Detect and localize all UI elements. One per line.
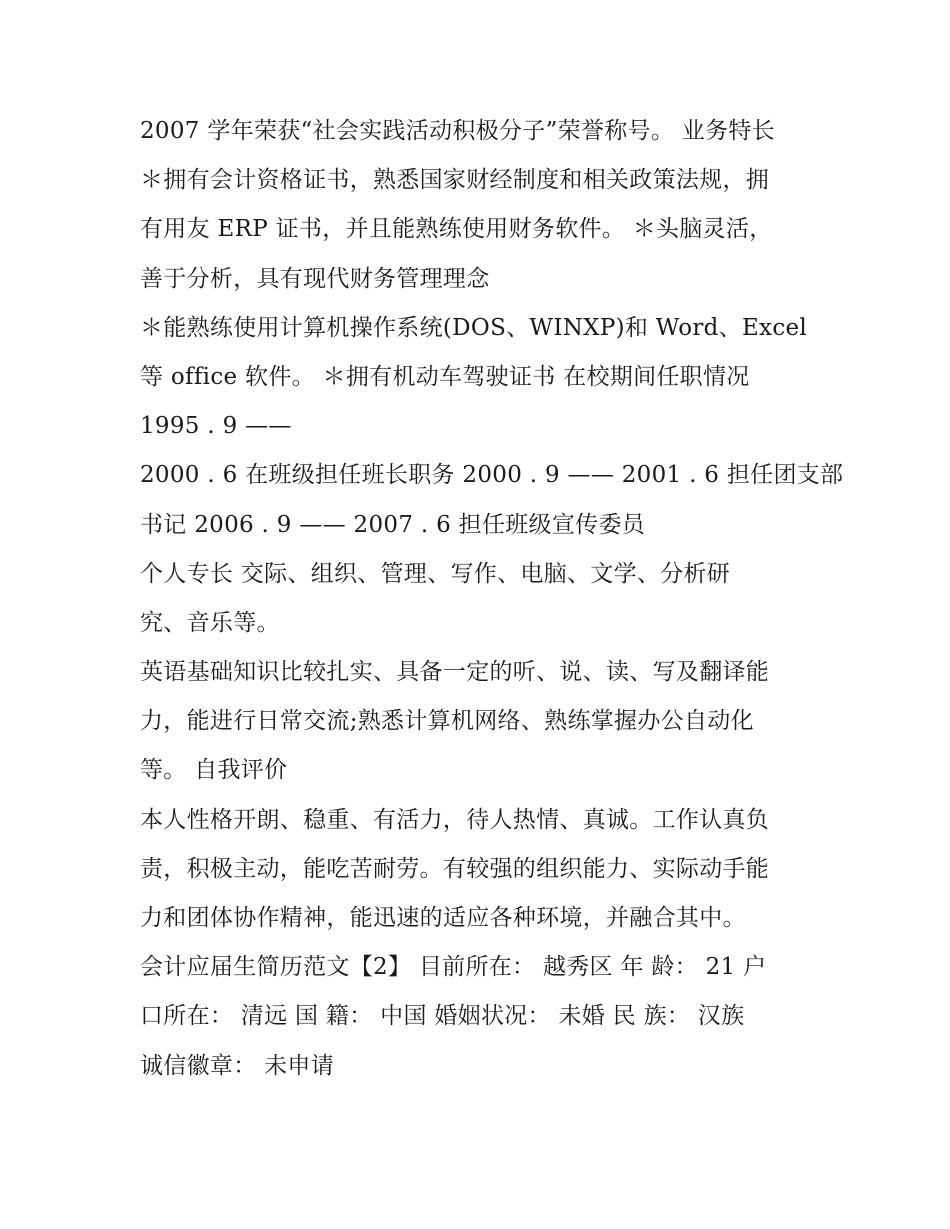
text-line: 会计应届生简历范文【2】 目前所在： 越秀区 年 龄： 21 户 (140, 954, 767, 981)
text-line: ＊能熟练使用计算机操作系统(DOS、WINXP)和 Word、Excel (140, 314, 808, 341)
text-line: 力和团体协作精神，能迅速的适应各种环境，并融合其中。 (140, 905, 746, 931)
text-line: 口所在： 清远 国 籍： 中国 婚姻状况： 未婚 民 族： 汉族 (140, 1003, 745, 1030)
text-line: 2007 学年荣获“社会实践活动积极分子”荣誉称号。 业务特长 (140, 118, 775, 144)
text-line: 等。 自我评价 (140, 757, 288, 784)
text-line: 等 office 软件。 ＊拥有机动车驾驶证书 在校期间任职情况 (140, 363, 750, 390)
text-line: 本人性格开朗、稳重、有活力，待人热情、真诚。工作认真负 (140, 806, 770, 833)
text-line: 善于分析，具有现代财务管理理念 (140, 265, 490, 292)
text-line: 书记 2006 . 9 —— 2007 . 6 担任班级宣传委员 (140, 511, 646, 538)
text-line: 英语基础知识比较扎实、具备一定的听、说、读、写及翻译能 (140, 659, 770, 686)
text-line: 诚信徽章： 未申请 (140, 1052, 335, 1079)
text-line: 有用友 ERP 证书，并且能熟练使用财务软件。 ＊头脑灵活， (140, 216, 773, 243)
text-line: 力，能进行日常交流;熟悉计算机网络、熟练掌握办公自动化 (140, 708, 754, 735)
text-line: 责，积极主动，能吃苦耐劳。有较强的组织能力、实际动手能 (140, 855, 770, 882)
text-line: 个人专长 交际、组织、管理、写作、电脑、文学、分析研 (140, 560, 731, 587)
document-body (140, 107, 844, 1091)
text-line: 1995 . 9 —— (140, 413, 292, 440)
text-line: 2000 . 6 在班级担任班长职务 2000 . 9 —— 2001 . 6 担任团支部 (140, 462, 844, 489)
text-line: 究、音乐等。 (140, 609, 280, 636)
text-line: ＊拥有会计资格证书，熟悉国家财经制度和相关政策法规，拥 (140, 167, 770, 194)
